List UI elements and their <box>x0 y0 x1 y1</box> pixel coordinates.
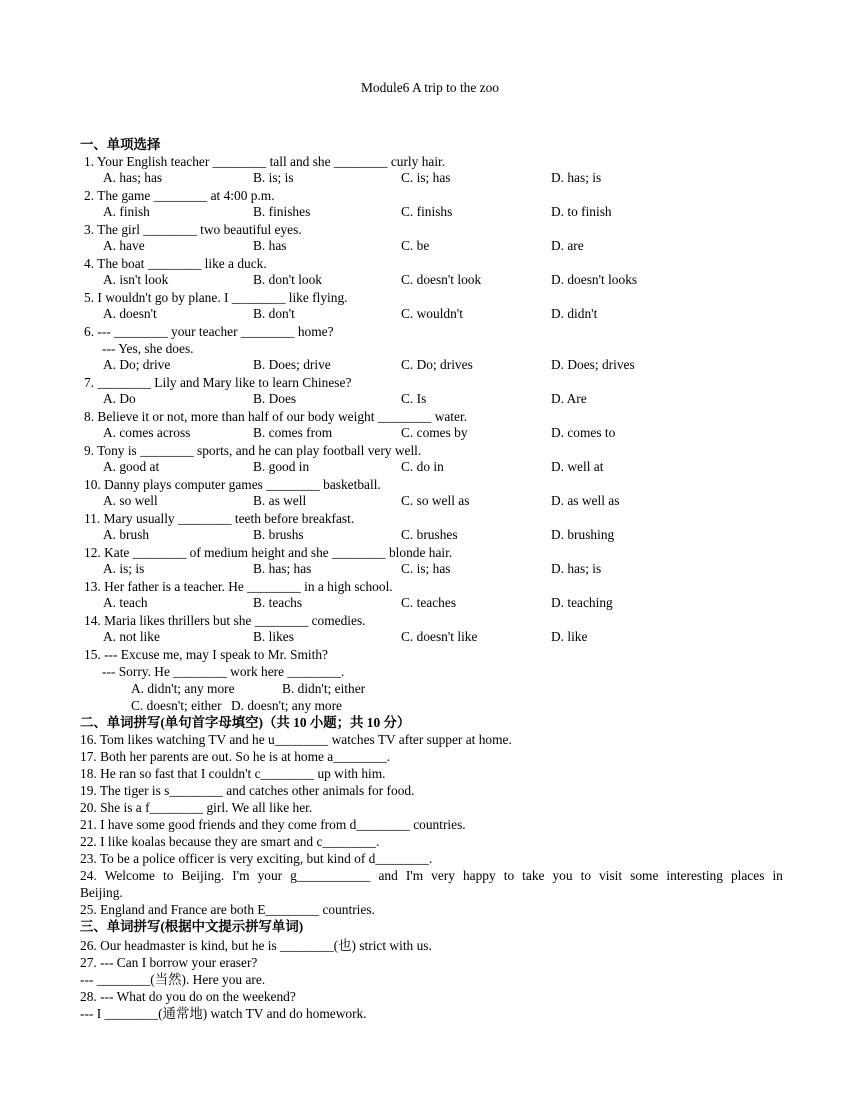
fill-in-item: 25. England and France are both E________ countries. <box>80 902 375 917</box>
fill-in-item: 21. I have some good friends and they come from d________ countries. <box>80 817 466 832</box>
answer-option: C. so well as <box>401 493 470 508</box>
answer-option: A. have <box>103 238 145 253</box>
question-stem: 2. The game ________ at 4:00 p.m. <box>84 188 275 203</box>
fill-in-item: 27. --- Can I borrow your eraser? <box>80 955 258 970</box>
word: Beijing. <box>181 868 225 883</box>
answer-option: C. doesn't; either <box>131 698 222 713</box>
answer-option: A. finish <box>103 204 150 219</box>
word: g___________ <box>290 868 371 883</box>
answer-option: D. has; is <box>551 170 602 185</box>
answer-option: D. to finish <box>551 204 612 219</box>
answer-option: A. didn't; any more <box>131 681 235 696</box>
question-stem: 13. Her father is a teacher. He ________ in a high school. <box>84 579 393 594</box>
word: happy <box>462 868 496 883</box>
word: Welcome <box>104 868 155 883</box>
question-stem: 4. The boat ________ like a duck. <box>84 256 267 271</box>
answer-option: C. brushes <box>401 527 458 542</box>
question-stem: 1. Your English teacher ________ tall and she ________ curly hair. <box>84 154 446 169</box>
answer-option: A. Do; drive <box>103 357 171 372</box>
section-heading: 二、单词拼写(单句首字母填空)（共 10 小题；共 10 分） <box>80 715 411 730</box>
answer-option: C. teaches <box>401 595 457 610</box>
answer-option: A. comes across <box>103 425 191 440</box>
fill-in-item: 16. Tom likes watching TV and he u________ watches TV after supper at home. <box>80 732 512 747</box>
answer-option: D. well at <box>551 459 604 474</box>
answer-option: D. didn't <box>551 306 598 321</box>
answer-option: C. doesn't like <box>401 629 478 644</box>
question-stem: 14. Maria likes thrillers but she ________ comedies. <box>84 613 366 628</box>
answer-option: A. teach <box>103 595 148 610</box>
word: to <box>503 868 515 883</box>
answer-option: A. is; is <box>103 561 145 576</box>
word: interesting <box>666 868 723 883</box>
word: to <box>580 868 592 883</box>
answer-option: D. like <box>551 629 588 644</box>
word: to <box>163 868 174 883</box>
word: very <box>431 868 455 883</box>
fill-in-item: 17. Both her parents are out. So he is at home a________. <box>80 749 391 764</box>
answer-option: C. wouldn't <box>401 306 463 321</box>
answer-option: B. comes from <box>253 425 333 440</box>
answer-option: C. doesn't look <box>401 272 482 287</box>
fill-in-item: 20. She is a f________ girl. We all like her. <box>80 800 313 815</box>
page-title: Module6 A trip to the zoo <box>361 80 499 95</box>
answer-option: B. likes <box>253 629 294 644</box>
fill-in-item: 28. --- What do you do on the weekend? <box>80 989 296 1004</box>
fill-in-item: 26. Our headmaster is kind, but he is ________(也) strict with us. <box>80 938 432 953</box>
question-stem: 3. The girl ________ two beautiful eyes. <box>84 222 302 237</box>
word: places <box>730 868 765 883</box>
question-stem-line2: --- Sorry. He ________ work here ________. <box>102 664 345 679</box>
answer-option: A. doesn't <box>103 306 157 321</box>
answer-option: A. has; has <box>103 170 163 185</box>
answer-option: D. doesn't; any more <box>231 698 343 713</box>
answer-option: D. doesn't looks <box>551 272 638 287</box>
word: 24. <box>80 868 97 883</box>
question-stem: 15. --- Excuse me, may I speak to Mr. Smith? <box>84 647 328 662</box>
answer-option: B. good in <box>253 459 310 474</box>
word: you <box>552 868 573 883</box>
answer-option: A. so well <box>103 493 158 508</box>
answer-option: C. be <box>401 238 430 253</box>
word: some <box>630 868 659 883</box>
answer-option: C. is; has <box>401 561 451 576</box>
word: take <box>522 868 545 883</box>
question-stem: 6. --- ________ your teacher ________ home? <box>84 324 334 339</box>
fill-in-item: 23. To be a police officer is very exciting, but kind of d________. <box>80 851 433 866</box>
question-stem: 12. Kate ________ of medium height and she ________ blonde hair. <box>84 545 453 560</box>
fill-in-item: --- I ________(通常地) watch TV and do homework. <box>80 1006 367 1021</box>
answer-option: C. Is <box>401 391 427 406</box>
question-stem: 5. I wouldn't go by plane. I ________ like flying. <box>84 290 348 305</box>
answer-option: D. brushing <box>551 527 615 542</box>
answer-option: B. didn't; either <box>282 681 366 696</box>
word: I'm <box>405 868 424 883</box>
answer-option: D. has; is <box>551 561 602 576</box>
answer-option: B. finishes <box>253 204 311 219</box>
word: your <box>257 868 283 883</box>
word: visit <box>599 868 623 883</box>
fill-in-item-continued: Beijing. <box>80 885 123 900</box>
answer-option: D. comes to <box>551 425 616 440</box>
answer-option: A. Do <box>103 391 136 406</box>
answer-option: A. isn't look <box>103 272 169 287</box>
answer-option: D. teaching <box>551 595 613 610</box>
section-heading: 三、单词拼写(根据中文提示拼写单词) <box>80 919 304 934</box>
answer-option: A. brush <box>103 527 150 542</box>
question-stem: 11. Mary usually ________ teeth before breakfast. <box>84 511 355 526</box>
question-stem: 7. ________ Lily and Mary like to learn Chinese? <box>84 375 352 390</box>
question-stem: 8. Believe it or not, more than half of our body weight ________ water. <box>84 409 468 424</box>
answer-option: B. has <box>253 238 287 253</box>
question-stem: 9. Tony is ________ sports, and he can play football very well. <box>84 443 422 458</box>
answer-option: B. brushs <box>253 527 304 542</box>
answer-option: B. Does <box>253 391 297 406</box>
answer-option: B. is; is <box>253 170 294 185</box>
answer-option: B. teachs <box>253 595 303 610</box>
answer-option: D. are <box>551 238 584 253</box>
word: in <box>772 868 783 883</box>
answer-option: C. do in <box>401 459 444 474</box>
fill-in-item: --- ________(当然). Here you are. <box>80 972 266 987</box>
answer-option: C. finishs <box>401 204 453 219</box>
answer-option: B. Does; drive <box>253 357 331 372</box>
word: and <box>378 868 398 883</box>
fill-in-item: 19. The tiger is s________ and catches other animals for food. <box>80 783 415 798</box>
fill-in-item: 18. He ran so fast that I couldn't c________ up with him. <box>80 766 386 781</box>
answer-option: C. comes by <box>401 425 468 440</box>
answer-option: A. not like <box>103 629 160 644</box>
fill-in-item: 22. I like koalas because they are smart and c________. <box>80 834 380 849</box>
question-stem: 10. Danny plays computer games ________ basketball. <box>84 477 381 492</box>
fill-in-item <box>80 867 783 884</box>
answer-option: A. good at <box>103 459 160 474</box>
answer-option: D. Are <box>551 391 587 406</box>
answer-option: B. as well <box>253 493 307 508</box>
section-heading: 一、单项选择 <box>80 137 161 152</box>
answer-option: C. Do; drives <box>401 357 473 372</box>
answer-option: D. as well as <box>551 493 620 508</box>
answer-option: C. is; has <box>401 170 451 185</box>
answer-option: B. has; has <box>253 561 312 576</box>
answer-option: B. don't <box>253 306 295 321</box>
word: I'm <box>232 868 250 883</box>
answer-option: D. Does; drives <box>551 357 635 372</box>
question-stem-line2: --- Yes, she does. <box>102 341 194 356</box>
answer-option: B. don't look <box>253 272 322 287</box>
